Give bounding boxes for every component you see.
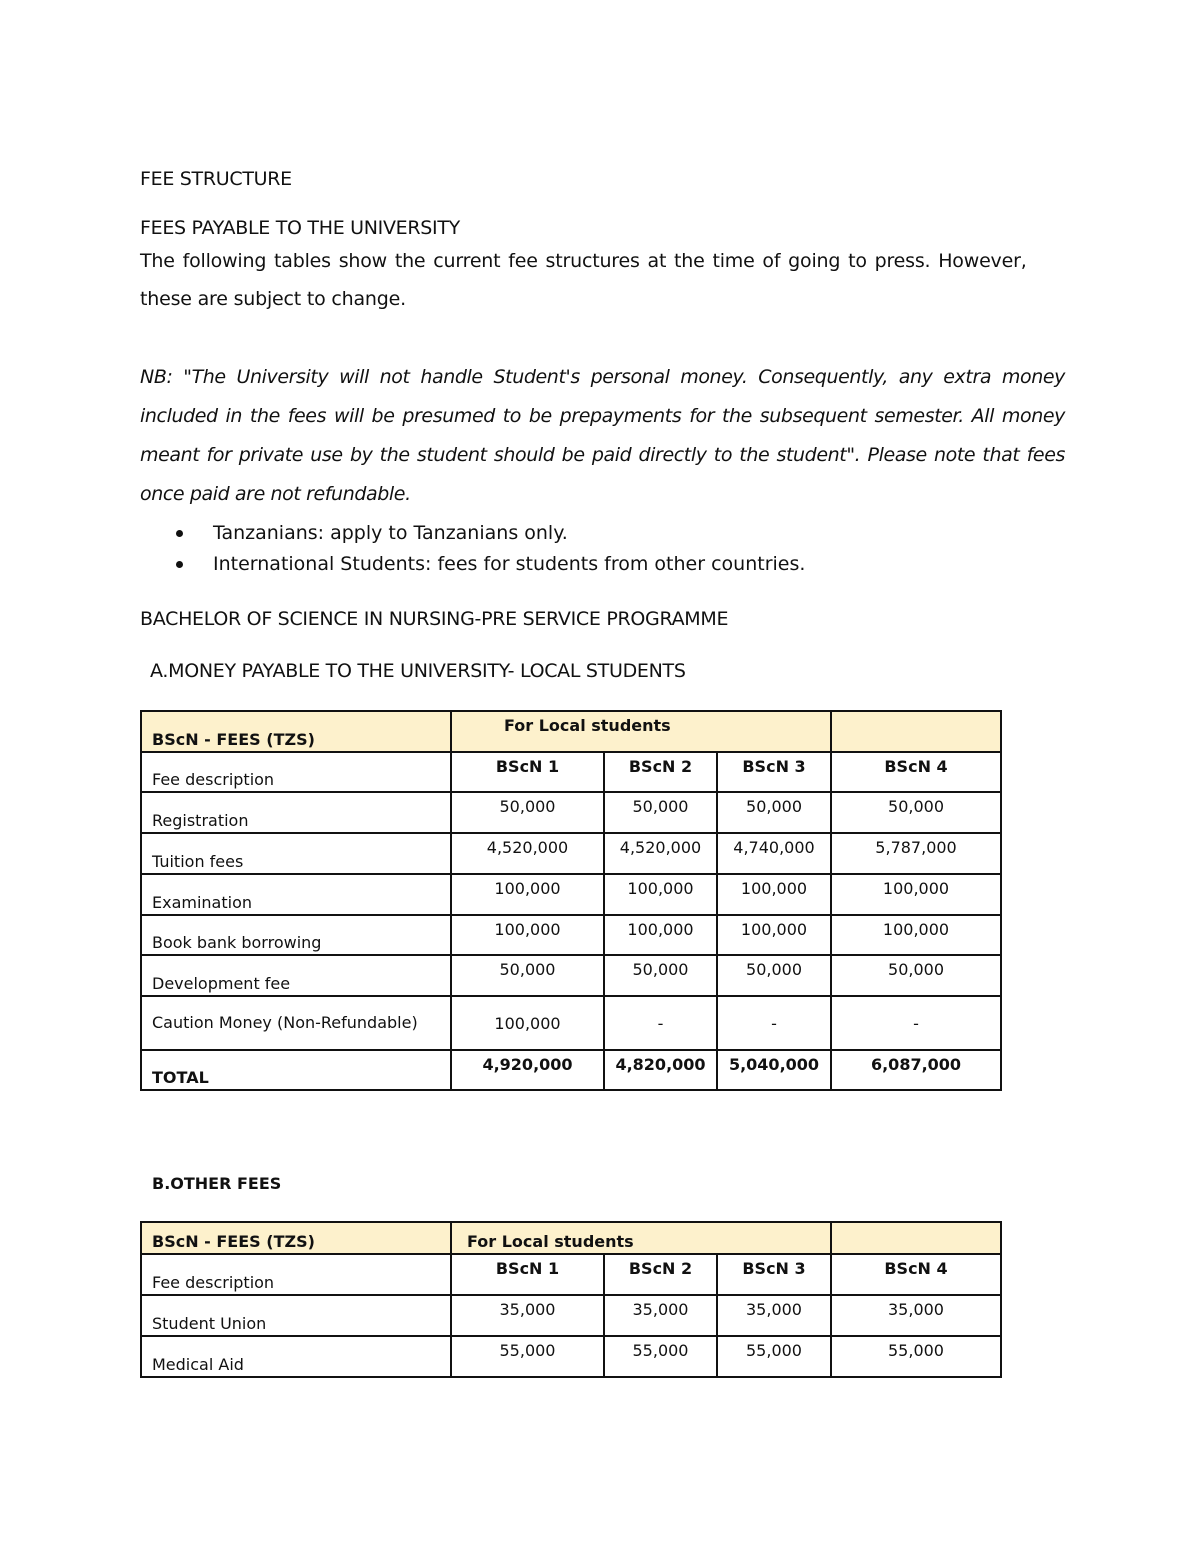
table-row bbox=[141, 915, 1001, 955]
year-header: BScN 1 bbox=[451, 752, 604, 792]
cell-value: 100,000 bbox=[831, 915, 1001, 955]
cell-value: 100,000 bbox=[717, 915, 831, 955]
year-header: BScN 4 bbox=[831, 1254, 1001, 1295]
table-header-row bbox=[141, 711, 1001, 752]
cell-value: 4,740,000 bbox=[717, 833, 831, 874]
section-b-title: B.OTHER FEES bbox=[152, 1174, 282, 1193]
cell-value: - bbox=[604, 996, 717, 1050]
table-row bbox=[141, 792, 1001, 833]
cell-value: - bbox=[717, 996, 831, 1050]
bullet-text: Tanzanians: apply to Tanzanians only. bbox=[213, 522, 568, 544]
header-empty bbox=[831, 1222, 1001, 1254]
cell-value: 50,000 bbox=[451, 955, 604, 996]
total-value: 6,087,000 bbox=[831, 1050, 1001, 1090]
cell-value: 50,000 bbox=[717, 955, 831, 996]
bullet-icon bbox=[176, 530, 183, 537]
table-row bbox=[141, 1336, 1001, 1377]
row-label: Caution Money (Non-Refundable) bbox=[141, 996, 451, 1050]
cell-value: 50,000 bbox=[604, 792, 717, 833]
row-label: Development fee bbox=[141, 955, 451, 996]
total-value: 4,920,000 bbox=[451, 1050, 604, 1090]
table-row bbox=[141, 1295, 1001, 1336]
header-label: BScN - FEES (TZS) bbox=[141, 711, 451, 752]
total-value: 5,040,000 bbox=[717, 1050, 831, 1090]
cell-value: 55,000 bbox=[717, 1336, 831, 1377]
year-header: BScN 2 bbox=[604, 1254, 717, 1295]
total-row bbox=[141, 1050, 1001, 1090]
total-value: 4,820,000 bbox=[604, 1050, 717, 1090]
year-header: BScN 3 bbox=[717, 1254, 831, 1295]
header-group: For Local students bbox=[451, 1222, 831, 1254]
programme-title: BACHELOR OF SCIENCE IN NURSING-PRE SERVICE PROGRAMME bbox=[140, 608, 729, 630]
cell-value: 100,000 bbox=[604, 874, 717, 915]
cell-value: - bbox=[831, 996, 1001, 1050]
table-row bbox=[141, 874, 1001, 915]
intro-paragraph bbox=[140, 242, 1065, 318]
cell-value: 4,520,000 bbox=[604, 833, 717, 874]
table-header-row bbox=[141, 1222, 1001, 1254]
cell-value: 55,000 bbox=[604, 1336, 717, 1377]
bullet-text: International Students: fees for students from other countries. bbox=[213, 553, 806, 575]
nb-note: NB: "The University will not handle Student's personal money. Consequently, any extra money included in the fees will be presumed to be prepayments for the subsequent semester. All money meant for private use by the student should be paid directly to the student". Please note that fees once paid are not refundable. bbox=[140, 366, 1065, 505]
cell-value: 5,787,000 bbox=[831, 833, 1001, 874]
row-label: Examination bbox=[141, 874, 451, 915]
fee-description-label: Fee description bbox=[141, 752, 451, 792]
cell-value: 50,000 bbox=[717, 792, 831, 833]
table-row bbox=[141, 955, 1001, 996]
section-a-title: A.MONEY PAYABLE TO THE UNIVERSITY- LOCAL STUDENTS bbox=[150, 660, 686, 682]
cell-value: 100,000 bbox=[451, 915, 604, 955]
cell-value: 35,000 bbox=[451, 1295, 604, 1336]
year-header: BScN 1 bbox=[451, 1254, 604, 1295]
page-heading: FEE STRUCTURE bbox=[140, 168, 292, 190]
cell-value: 100,000 bbox=[717, 874, 831, 915]
cell-value: 55,000 bbox=[831, 1336, 1001, 1377]
row-label: Tuition fees bbox=[141, 833, 451, 874]
row-label: Registration bbox=[141, 792, 451, 833]
table-row bbox=[141, 996, 1001, 1050]
intro-line-1: The following tables show the current fee structures at the time of going to press. However, bbox=[140, 250, 1027, 272]
header-group: For Local students bbox=[451, 711, 831, 752]
cell-value: 55,000 bbox=[451, 1336, 604, 1377]
cell-value: 50,000 bbox=[451, 792, 604, 833]
table-row bbox=[141, 833, 1001, 874]
cell-value: 35,000 bbox=[604, 1295, 717, 1336]
year-header: BScN 4 bbox=[831, 752, 1001, 792]
intro-line-2: these are subject to change. bbox=[140, 288, 406, 310]
cell-value: 4,520,000 bbox=[451, 833, 604, 874]
year-header: BScN 3 bbox=[717, 752, 831, 792]
cell-value: 35,000 bbox=[717, 1295, 831, 1336]
cell-value: 50,000 bbox=[831, 792, 1001, 833]
row-label: Student Union bbox=[141, 1295, 451, 1336]
bullet-item bbox=[140, 553, 805, 575]
fee-description-label: Fee description bbox=[141, 1254, 451, 1295]
cell-value: 50,000 bbox=[831, 955, 1001, 996]
bullet-item bbox=[140, 522, 568, 544]
header-label: BScN - FEES (TZS) bbox=[141, 1222, 451, 1254]
total-label: TOTAL bbox=[141, 1050, 451, 1090]
fee-table-other bbox=[140, 1221, 1002, 1378]
section-subheading: FEES PAYABLE TO THE UNIVERSITY bbox=[140, 217, 460, 239]
fee-table-local bbox=[140, 710, 1002, 1091]
header-empty bbox=[831, 711, 1001, 752]
row-label: Medical Aid bbox=[141, 1336, 451, 1377]
years-row bbox=[141, 1254, 1001, 1295]
year-header: BScN 2 bbox=[604, 752, 717, 792]
cell-value: 100,000 bbox=[451, 996, 604, 1050]
years-row bbox=[141, 752, 1001, 792]
cell-value: 35,000 bbox=[831, 1295, 1001, 1336]
row-label: Book bank borrowing bbox=[141, 915, 451, 955]
cell-value: 100,000 bbox=[451, 874, 604, 915]
bullet-icon bbox=[176, 561, 183, 568]
cell-value: 100,000 bbox=[604, 915, 717, 955]
cell-value: 100,000 bbox=[831, 874, 1001, 915]
cell-value: 50,000 bbox=[604, 955, 717, 996]
